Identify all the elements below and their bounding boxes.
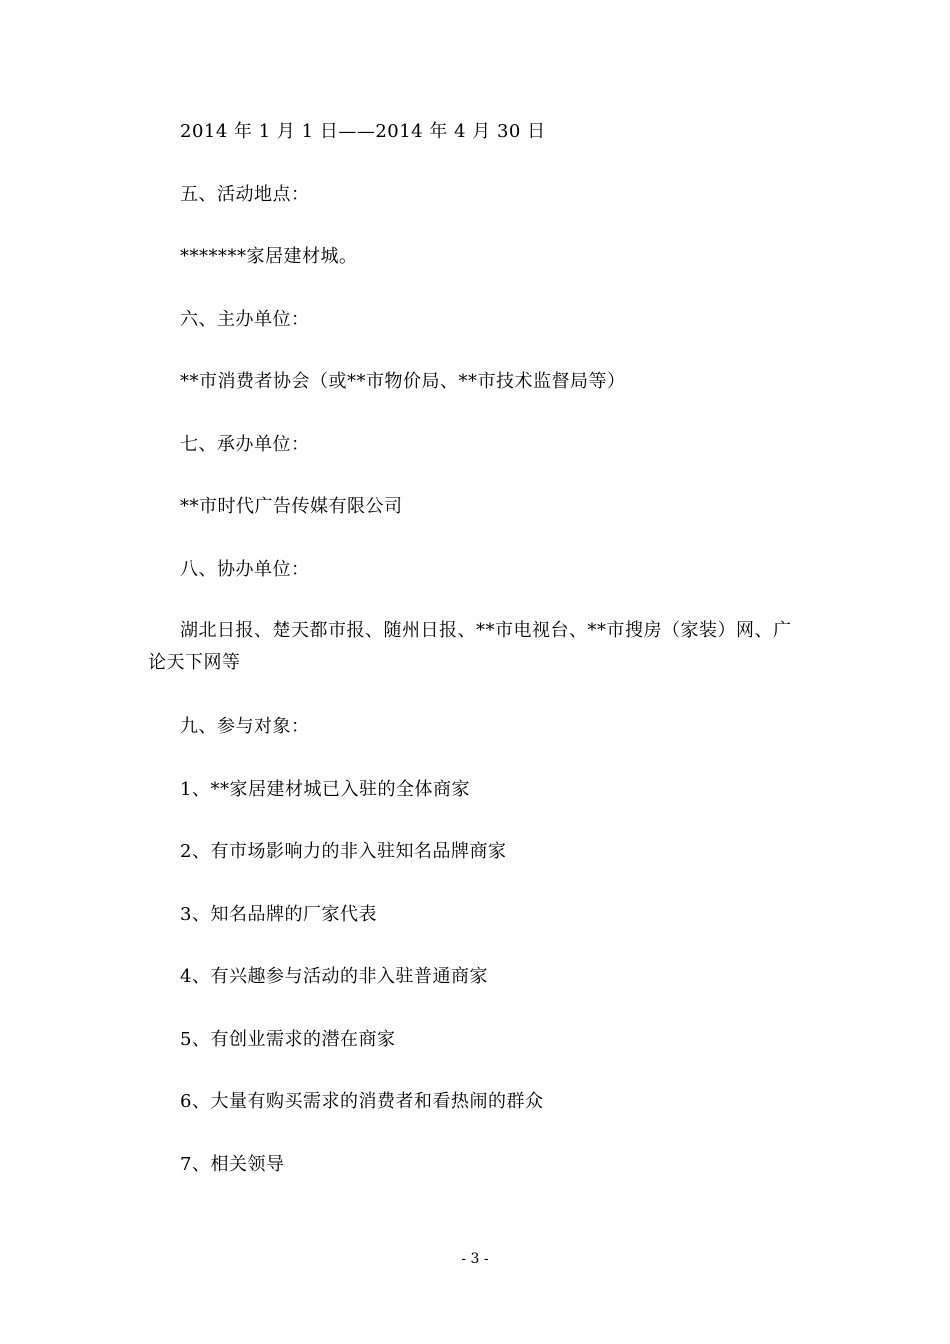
participant-item-1: 1、**家居建材城已入驻的全体商家 — [180, 779, 470, 800]
activity-date-range: 2014 年 1 月 1 日——2014 年 4 月 30 日 — [180, 121, 546, 142]
participant-item-6: 6、大量有购买需求的消费者和看热闹的群众 — [180, 1091, 544, 1112]
organizer-text: **市消费者协会（或**市物价局、**市技术监督局等） — [180, 371, 626, 392]
section-heading-co-organizer: 八、协办单位： — [180, 559, 310, 580]
page-number: - 3 - — [461, 1251, 489, 1267]
section-heading-participants: 九、参与对象： — [180, 716, 310, 737]
section-heading-organizer: 六、主办单位： — [180, 309, 310, 330]
section-heading-location: 五、活动地点： — [180, 184, 310, 205]
undertaker-text: **市时代广告传媒有限公司 — [180, 496, 403, 517]
participant-item-7: 7、相关领导 — [180, 1154, 285, 1175]
participant-item-2: 2、有市场影响力的非入驻知名品牌商家 — [180, 841, 507, 862]
location-text: *******家居建材城。 — [180, 246, 358, 267]
participant-item-4: 4、有兴趣参与活动的非入驻普通商家 — [180, 966, 488, 987]
participant-item-5: 5、有创业需求的潜在商家 — [180, 1029, 396, 1050]
section-heading-undertaker: 七、承办单位： — [180, 434, 310, 455]
participant-item-3: 3、知名品牌的厂家代表 — [180, 904, 377, 925]
co-organizer-text: 湖北日报、楚天都市报、随州日报、**市电视台、**市搜房（家装）网、广论天下网等 — [148, 620, 792, 673]
